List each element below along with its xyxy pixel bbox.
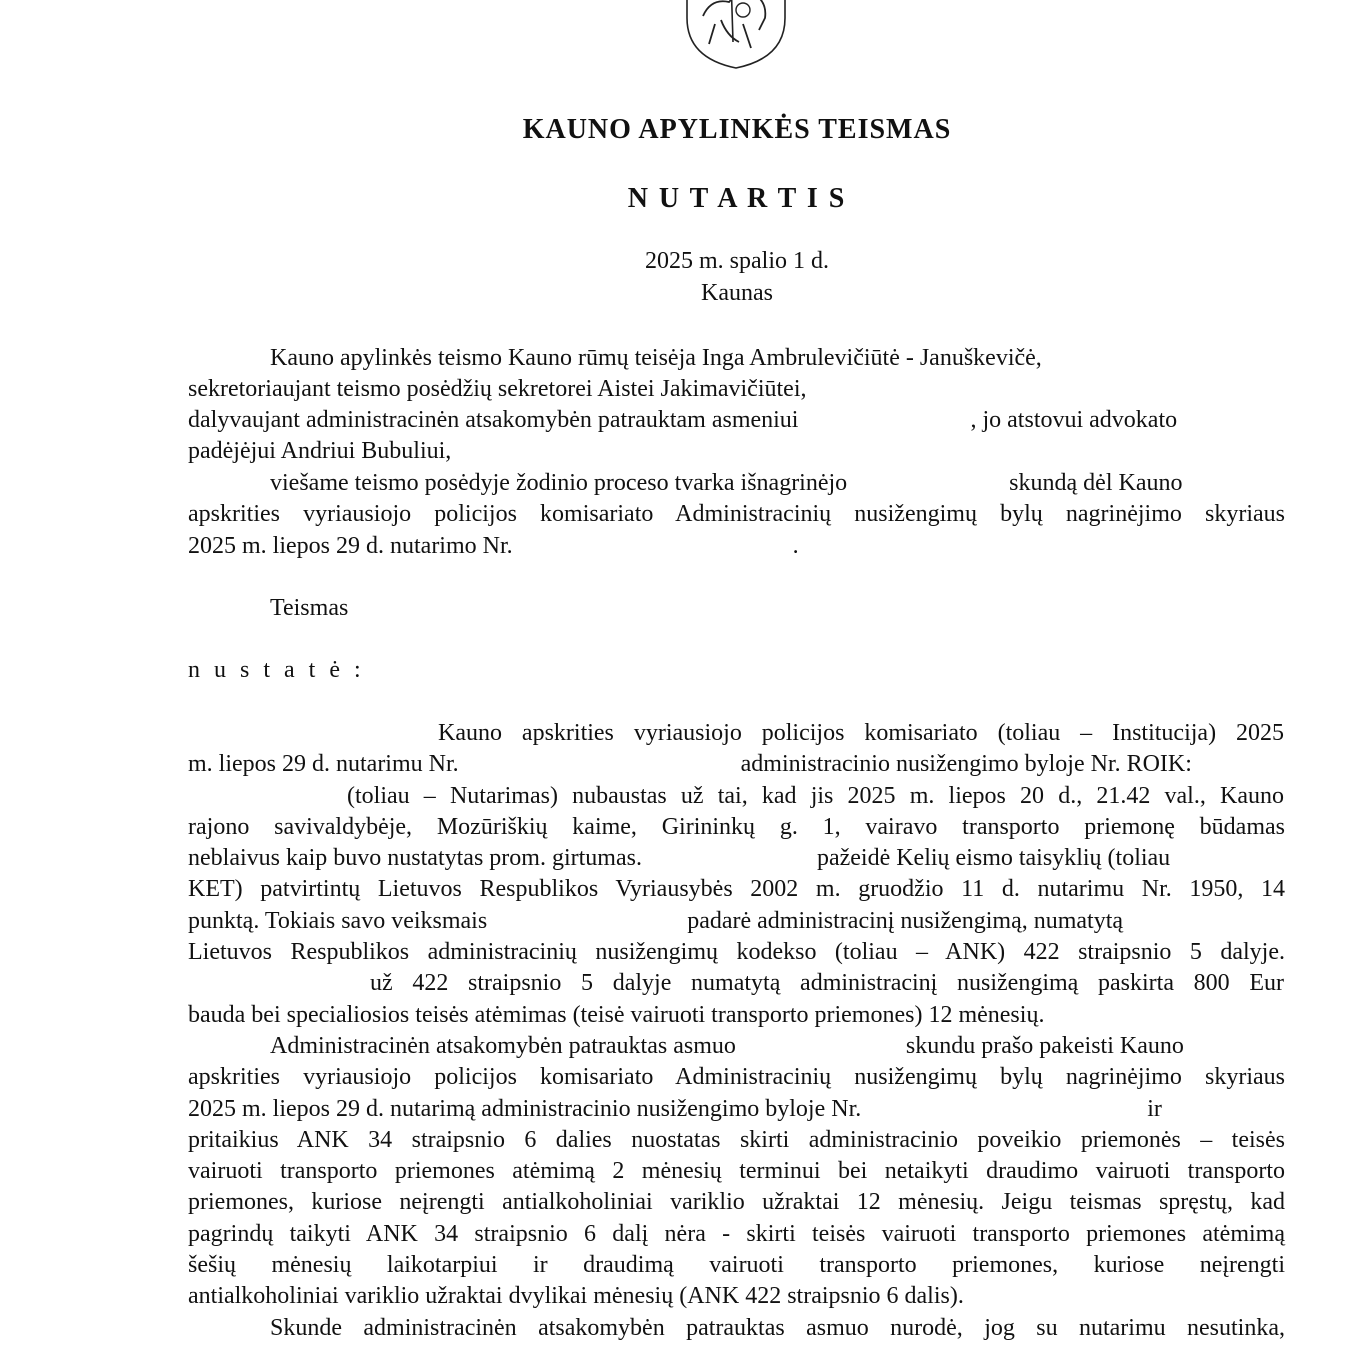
body-p2-line-8: šešių mėnesių laikotarpiui ir draudimą vairuoti transporto priemones, kuriose neįrengti <box>188 1252 1285 1278</box>
body-p2-line-1 <box>270 1031 1285 1062</box>
body-p1-line-2-part-2: administracinio nusižengimo byloje Nr. ROIK: <box>740 751 1192 777</box>
intro-line-4: padėjėjui Andriui Bubuliui, <box>188 438 452 464</box>
body-p2-line-3 <box>188 1094 1285 1125</box>
body-p2-line-7: pagrindų taikyti ANK 34 straipsnio 6 dalį nėra - skirti teisės vairuoti transporto priemones atėmimą <box>188 1221 1285 1247</box>
body-p2-line-3-part-2: ir <box>1147 1096 1162 1122</box>
body-p2-line-9: antialkoholiniai variklio užraktai dvylikai mėnesių (ANK 422 straipsnio 6 dalis). <box>188 1283 964 1309</box>
court-label: Teismas <box>270 595 349 621</box>
intro-line-3-part-1: dalyvaujant administracinėn atsakomybėn patrauktam asmeniui <box>188 407 799 433</box>
document-type: N U T A R T I S <box>627 183 847 214</box>
body-p1-line-10: bauda bei specialiosios teisės atėmimas (teisė vairuoti transporto priemones) 12 mėnesių. <box>188 1002 1045 1028</box>
body-p1-line-6: KET) patvirtintų Lietuvos Respublikos Vyriausybės 2002 m. gruodžio 11 d. nutarimu Nr. 1950, 14 <box>188 876 1285 902</box>
body-p1-line-7-part-2: padarė administracinį nusižengimą, numatytą <box>687 908 1124 934</box>
body-p2-line-1-part-1: Administracinėn atsakomybėn patrauktas asmuo <box>270 1033 736 1059</box>
intro-line-3-part-2: , jo atstovui advokato <box>970 407 1178 433</box>
intro-line-5-part-2: skundą dėl Kauno <box>1009 470 1183 496</box>
intro-line-5-part-1: viešame teismo posėdyje žodinio proceso tvarka išnagrinėjo <box>270 470 848 496</box>
intro-line-1: Kauno apylinkės teismo Kauno rūmų teisėja Inga Ambrulevičiūtė - Januškevičė, <box>270 345 1042 371</box>
document-date: 2025 m. spalio 1 d. <box>645 248 829 274</box>
body-p1-line-2-part-1: m. liepos 29 d. nutarimu Nr. <box>188 751 459 777</box>
body-p1-line-8: Lietuvos Respublikos administracinių nusižengimų kodekso (toliau – ANK) 422 straipsnio 5 dalyje. <box>188 939 1285 965</box>
intro-line-2: sekretoriaujant teismo posėdžių sekretorei Aistei Jakimavičiūtei, <box>188 376 807 402</box>
body-p2-line-6: priemones, kuriose neįrengti antialkoholiniai variklio užraktai 12 mėnesių. Jeigu teismas spręstų, kad <box>188 1189 1285 1215</box>
body-p2-line-4: pritaikius ANK 34 straipsnio 6 dalies nuostatas skirti administracinio poveikio priemonės – teisės <box>188 1127 1285 1153</box>
intro-line-7-part-2: . <box>792 533 799 559</box>
body-p1-line-5-part-2: pažeidė Kelių eismo taisyklių (toliau <box>816 845 1171 871</box>
intro-line-7-part-1: 2025 m. liepos 29 d. nutarimo Nr. <box>188 533 513 559</box>
body-p1-line-5 <box>188 843 1285 874</box>
body-p1-line-5-part-1: neblaivus kaip buvo nustatytas prom. girtumas. <box>188 845 642 871</box>
intro-line-5 <box>270 468 1285 499</box>
intro-line-7 <box>188 531 1285 562</box>
body-p2-line-1-part-2: skundu prašo pakeisti Kauno <box>905 1033 1184 1059</box>
document-city: Kaunas <box>701 280 773 306</box>
body-p1-line-2 <box>188 749 1285 780</box>
coat-of-arms-emblem <box>681 0 791 70</box>
body-p3-line-1: Skunde administracinėn atsakomybėn patrauktas asmuo nurodė, jog su nutarimu nesutinka, <box>270 1315 1285 1341</box>
body-p1-line-7 <box>188 906 1285 937</box>
intro-line-3 <box>188 405 1285 436</box>
body-p2-line-2: apskrities vyriausiojo policijos komisariato Administracinių nusižengimų bylų nagrinėjimo skyriaus <box>188 1064 1285 1090</box>
found-label: n u s t a t ė : <box>188 657 365 683</box>
body-p2-line-3-part-1: 2025 m. liepos 29 d. nutarimą administracinio nusižengimo byloje Nr. <box>188 1096 862 1122</box>
body-p2-line-5: vairuoti transporto priemones atėmimą 2 mėnesių terminui bei netaikyti draudimo vairuoti transporto <box>188 1158 1285 1184</box>
body-p1-line-4: rajono savivaldybėje, Mozūriškių kaime, Girininkų g. 1, vairavo transporto priemonę būdamas <box>188 814 1285 840</box>
body-p1-line-9: už 422 straipsnio 5 dalyje numatytą administracinį nusižengimą paskirta 800 Eur <box>370 970 1284 996</box>
body-p1-line-7-part-1: punktą. Tokiais savo veiksmais <box>188 908 488 934</box>
body-p1-line-1: Kauno apskrities vyriausiojo policijos komisariato (toliau – Institucija) 2025 <box>438 720 1284 746</box>
intro-line-6: apskrities vyriausiojo policijos komisariato Administracinių nusižengimų bylų nagrinėjimo skyriaus <box>188 501 1285 527</box>
body-p1-line-3: (toliau – Nutarimas) nubaustas už tai, kad jis 2025 m. liepos 20 d., 21.42 val., Kauno <box>347 783 1284 809</box>
court-name: KAUNO APYLINKĖS TEISMAS <box>522 114 952 145</box>
